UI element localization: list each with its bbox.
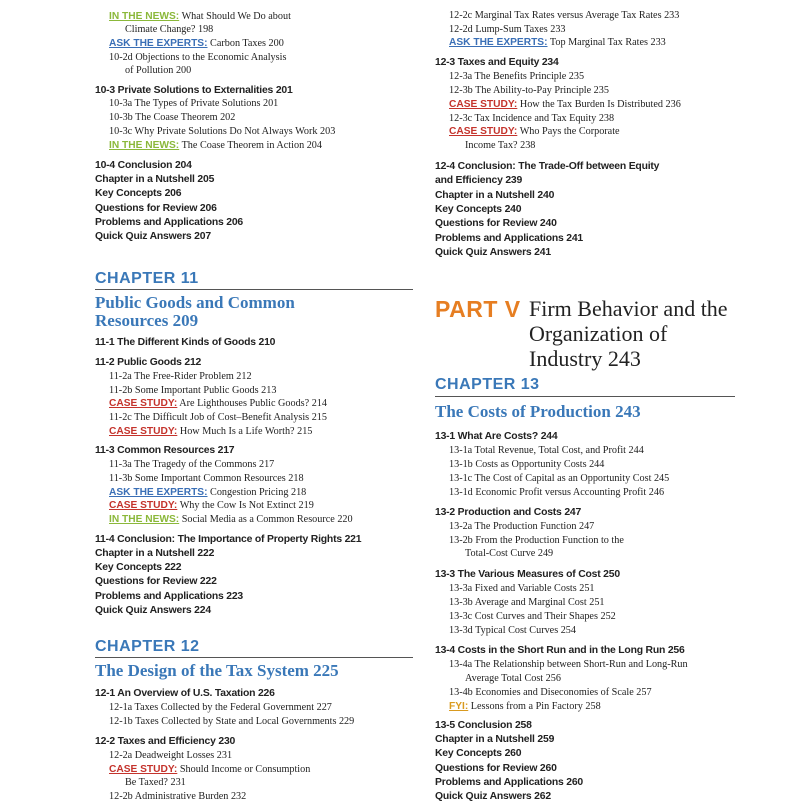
feature-title: Why the Cow Is Not Extinct 219	[179, 500, 314, 511]
toc-section[interactable]: 11-4 Conclusion: The Importance of Property Rights 221	[95, 534, 362, 545]
feature-title: Congestion Pricing 218	[210, 487, 307, 498]
toc-subsection[interactable]: 10-3a The Types of Private Solutions 201	[109, 98, 279, 109]
feature-title: Are Lighthouses Public Goods? 214	[179, 398, 328, 409]
toc-section[interactable]: 13-3 The Various Measures of Cost 250	[435, 569, 620, 580]
toc-endmatter[interactable]: Key Concepts 260	[435, 748, 522, 759]
feature-title: How Much Is a Life Worth? 215	[179, 426, 313, 437]
case-study-tag: CASE STUDY:	[109, 500, 178, 511]
toc-endmatter[interactable]: Questions for Review 240	[435, 218, 557, 229]
in-the-news-tag: IN THE NEWS:	[109, 11, 180, 22]
toc-endmatter[interactable]: Chapter in a Nutshell 222	[95, 548, 215, 559]
toc-subsection[interactable]: 12-2d Lump-Sum Taxes 233	[449, 24, 566, 35]
toc-subsection[interactable]: 11-2c The Difficult Job of Cost–Benefit Analysis 215	[109, 412, 327, 423]
feature-title: Top Marginal Tax Rates 233	[549, 37, 666, 48]
in-the-news-tag: IN THE NEWS:	[109, 140, 180, 151]
toc-endmatter[interactable]: Problems and Applications 223	[95, 591, 243, 602]
feature-title: Social Media as a Common Resource 220	[181, 514, 353, 525]
toc-subsection[interactable]: 12-2c Marginal Tax Rates versus Average Tax Rates 233	[449, 10, 680, 21]
toc-feature-entry[interactable]	[449, 701, 601, 713]
toc-section[interactable]: 13-5 Conclusion 258	[435, 720, 532, 731]
toc-subsection[interactable]: 13-2b From the Production Function to the	[449, 535, 624, 546]
toc-section[interactable]: 13-4 Costs in the Short Run and in the Long Run 256	[435, 645, 685, 656]
toc-feature-entry[interactable]	[109, 140, 322, 152]
toc-endmatter[interactable]: Questions for Review 222	[95, 576, 217, 587]
chapter-13-title[interactable]: The Costs of Production 243	[435, 402, 641, 421]
toc-endmatter[interactable]: Chapter in a Nutshell 240	[435, 190, 555, 201]
toc-endmatter[interactable]: Key Concepts 206	[95, 188, 182, 199]
ask-the-experts-tag: ASK THE EXPERTS:	[449, 37, 548, 48]
toc-section[interactable]: 10-4 Conclusion 204	[95, 160, 192, 171]
toc-subsection[interactable]: 12-2b Administrative Burden 232	[109, 791, 247, 802]
toc-subsection[interactable]: 13-3c Cost Curves and Their Shapes 252	[449, 611, 616, 622]
toc-subsection[interactable]: 12-1a Taxes Collected by the Federal Government 227	[109, 702, 332, 713]
toc-feature-entry[interactable]	[109, 500, 314, 512]
toc-subsection[interactable]: 12-2a Deadweight Losses 231	[109, 750, 233, 761]
toc-section[interactable]: 12-4 Conclusion: The Trade-Off between Equity	[435, 161, 660, 172]
toc-feature-entry[interactable]	[109, 764, 310, 776]
toc-endmatter[interactable]: Quick Quiz Answers 224	[95, 605, 211, 616]
toc-subsection[interactable]: 11-2b Some Important Public Goods 213	[109, 385, 277, 396]
feature-title: What Should We Do about	[181, 11, 291, 22]
toc-feature-entry[interactable]	[449, 99, 681, 111]
toc-subsection[interactable]: 12-3c Tax Incidence and Tax Equity 238	[449, 113, 615, 124]
toc-endmatter[interactable]: Quick Quiz Answers 262	[435, 791, 551, 802]
chapter-13-label: CHAPTER 13	[435, 376, 540, 393]
part-label: PART V	[435, 296, 521, 322]
in-the-news-tag: IN THE NEWS:	[109, 514, 180, 525]
case-study-tag: CASE STUDY:	[109, 764, 178, 775]
toc-subsection[interactable]: 13-4b Economies and Diseconomies of Scale 257	[449, 687, 652, 698]
toc-endmatter[interactable]: Quick Quiz Answers 241	[435, 247, 551, 258]
toc-section[interactable]: 10-3 Private Solutions to Externalities 201	[95, 85, 293, 96]
case-study-tag: CASE STUDY:	[449, 126, 518, 137]
toc-endmatter[interactable]: Questions for Review 260	[435, 763, 557, 774]
toc-endmatter[interactable]: Chapter in a Nutshell 205	[95, 174, 215, 185]
toc-endmatter[interactable]: Chapter in a Nutshell 259	[435, 734, 555, 745]
chapter-11-title[interactable]: Public Goods and Common Resources 209	[95, 293, 295, 330]
chapter-divider	[95, 657, 413, 658]
toc-line: and Efficiency 239	[435, 175, 523, 186]
toc-subsection[interactable]: 12-3a The Benefits Principle 235	[449, 71, 585, 82]
fyi-tag: FYI:	[449, 701, 469, 712]
toc-feature-entry[interactable]	[109, 11, 291, 23]
toc-line: Average Total Cost 256	[465, 673, 561, 684]
toc-feature-entry[interactable]	[449, 126, 620, 138]
toc-section[interactable]: 11-1 The Different Kinds of Goods 210	[95, 337, 276, 348]
toc-subsection[interactable]: 13-4a The Relationship between Short-Run and Long-Run	[449, 659, 688, 670]
feature-title: Lessons from a Pin Factory 258	[470, 701, 601, 712]
toc-subsection[interactable]: 12-3b The Ability-to-Pay Principle 235	[449, 85, 609, 96]
toc-section[interactable]: 12-3 Taxes and Equity 234	[435, 57, 559, 68]
chapter-divider	[95, 289, 413, 290]
toc-feature-entry[interactable]	[109, 514, 353, 526]
feature-title: The Coase Theorem in Action 204	[181, 140, 322, 151]
toc-subsection[interactable]: 10-3b The Coase Theorem 202	[109, 112, 236, 123]
chapter-12-label: CHAPTER 12	[95, 638, 200, 655]
toc-line: Climate Change? 198	[125, 24, 214, 35]
feature-title: Should Income or Consumption	[179, 764, 311, 775]
toc-section[interactable]: 11-2 Public Goods 212	[95, 357, 202, 368]
toc-subsection[interactable]: 13-1c The Cost of Capital as an Opportunity Cost 245	[449, 473, 670, 484]
toc-endmatter[interactable]: Problems and Applications 260	[435, 777, 583, 788]
toc-line: Be Taxed? 231	[125, 777, 186, 788]
toc-subsection[interactable]: 13-3a Fixed and Variable Costs 251	[449, 583, 595, 594]
part-title[interactable]: Firm Behavior and the Organization of Industry 243	[529, 296, 728, 371]
toc-subsection[interactable]: 13-1a Total Revenue, Total Cost, and Profit 244	[449, 445, 644, 456]
chapter-12-title[interactable]: The Design of the Tax System 225	[95, 661, 339, 680]
toc-endmatter[interactable]: Key Concepts 240	[435, 204, 522, 215]
toc-subsection[interactable]: 10-2d Objections to the Economic Analysis	[109, 52, 287, 63]
toc-line: Total-Cost Curve 249	[465, 548, 554, 559]
toc-line: Income Tax? 238	[465, 140, 536, 151]
toc-subsection[interactable]: 11-2a The Free-Rider Problem 212	[109, 371, 252, 382]
toc-endmatter[interactable]: Questions for Review 206	[95, 203, 217, 214]
toc-section[interactable]: 11-3 Common Resources 217	[95, 445, 235, 456]
toc-endmatter[interactable]: Quick Quiz Answers 207	[95, 231, 211, 242]
toc-subsection[interactable]: 13-3b Average and Marginal Cost 251	[449, 597, 605, 608]
toc-section[interactable]: 13-1 What Are Costs? 244	[435, 431, 558, 442]
ask-the-experts-tag: ASK THE EXPERTS:	[109, 38, 208, 49]
toc-feature-entry[interactable]	[109, 487, 306, 499]
toc-feature-entry[interactable]	[109, 38, 284, 50]
toc-section[interactable]: 12-1 An Overview of U.S. Taxation 226	[95, 688, 275, 699]
toc-feature-entry[interactable]	[109, 398, 327, 410]
toc-endmatter[interactable]: Problems and Applications 206	[95, 217, 243, 228]
feature-title: Who Pays the Corporate	[519, 126, 620, 137]
feature-title: Carbon Taxes 200	[210, 38, 284, 49]
toc-subsection[interactable]: 12-1b Taxes Collected by State and Local Governments 229	[109, 716, 355, 727]
toc-subsection[interactable]: 13-3d Typical Cost Curves 254	[449, 625, 576, 636]
toc-feature-entry[interactable]	[109, 426, 312, 438]
ask-the-experts-tag: ASK THE EXPERTS:	[109, 487, 208, 498]
case-study-tag: CASE STUDY:	[109, 398, 178, 409]
toc-section[interactable]: 13-2 Production and Costs 247	[435, 507, 582, 518]
toc-subsection[interactable]: 11-3b Some Important Common Resources 218	[109, 473, 304, 484]
toc-subsection[interactable]: 11-3a The Tragedy of the Commons 217	[109, 459, 275, 470]
feature-title: How the Tax Burden Is Distributed 236	[519, 99, 681, 110]
toc-subsection[interactable]: 13-1b Costs as Opportunity Costs 244	[449, 459, 605, 470]
case-study-tag: CASE STUDY:	[109, 426, 178, 437]
toc-endmatter[interactable]: Key Concepts 222	[95, 562, 182, 573]
toc-endmatter[interactable]: Problems and Applications 241	[435, 233, 583, 244]
toc-subsection[interactable]: 10-3c Why Private Solutions Do Not Always Work 203	[109, 126, 336, 137]
case-study-tag: CASE STUDY:	[449, 99, 518, 110]
chapter-divider	[435, 396, 735, 397]
toc-subsection[interactable]: 13-1d Economic Profit versus Accounting Profit 246	[449, 487, 665, 498]
toc-section[interactable]: 12-2 Taxes and Efficiency 230	[95, 736, 236, 747]
toc-feature-entry[interactable]	[449, 37, 666, 49]
toc-subsection[interactable]: 13-2a The Production Function 247	[449, 521, 595, 532]
chapter-11-label: CHAPTER 11	[95, 270, 199, 287]
toc-line: of Pollution 200	[125, 65, 192, 76]
